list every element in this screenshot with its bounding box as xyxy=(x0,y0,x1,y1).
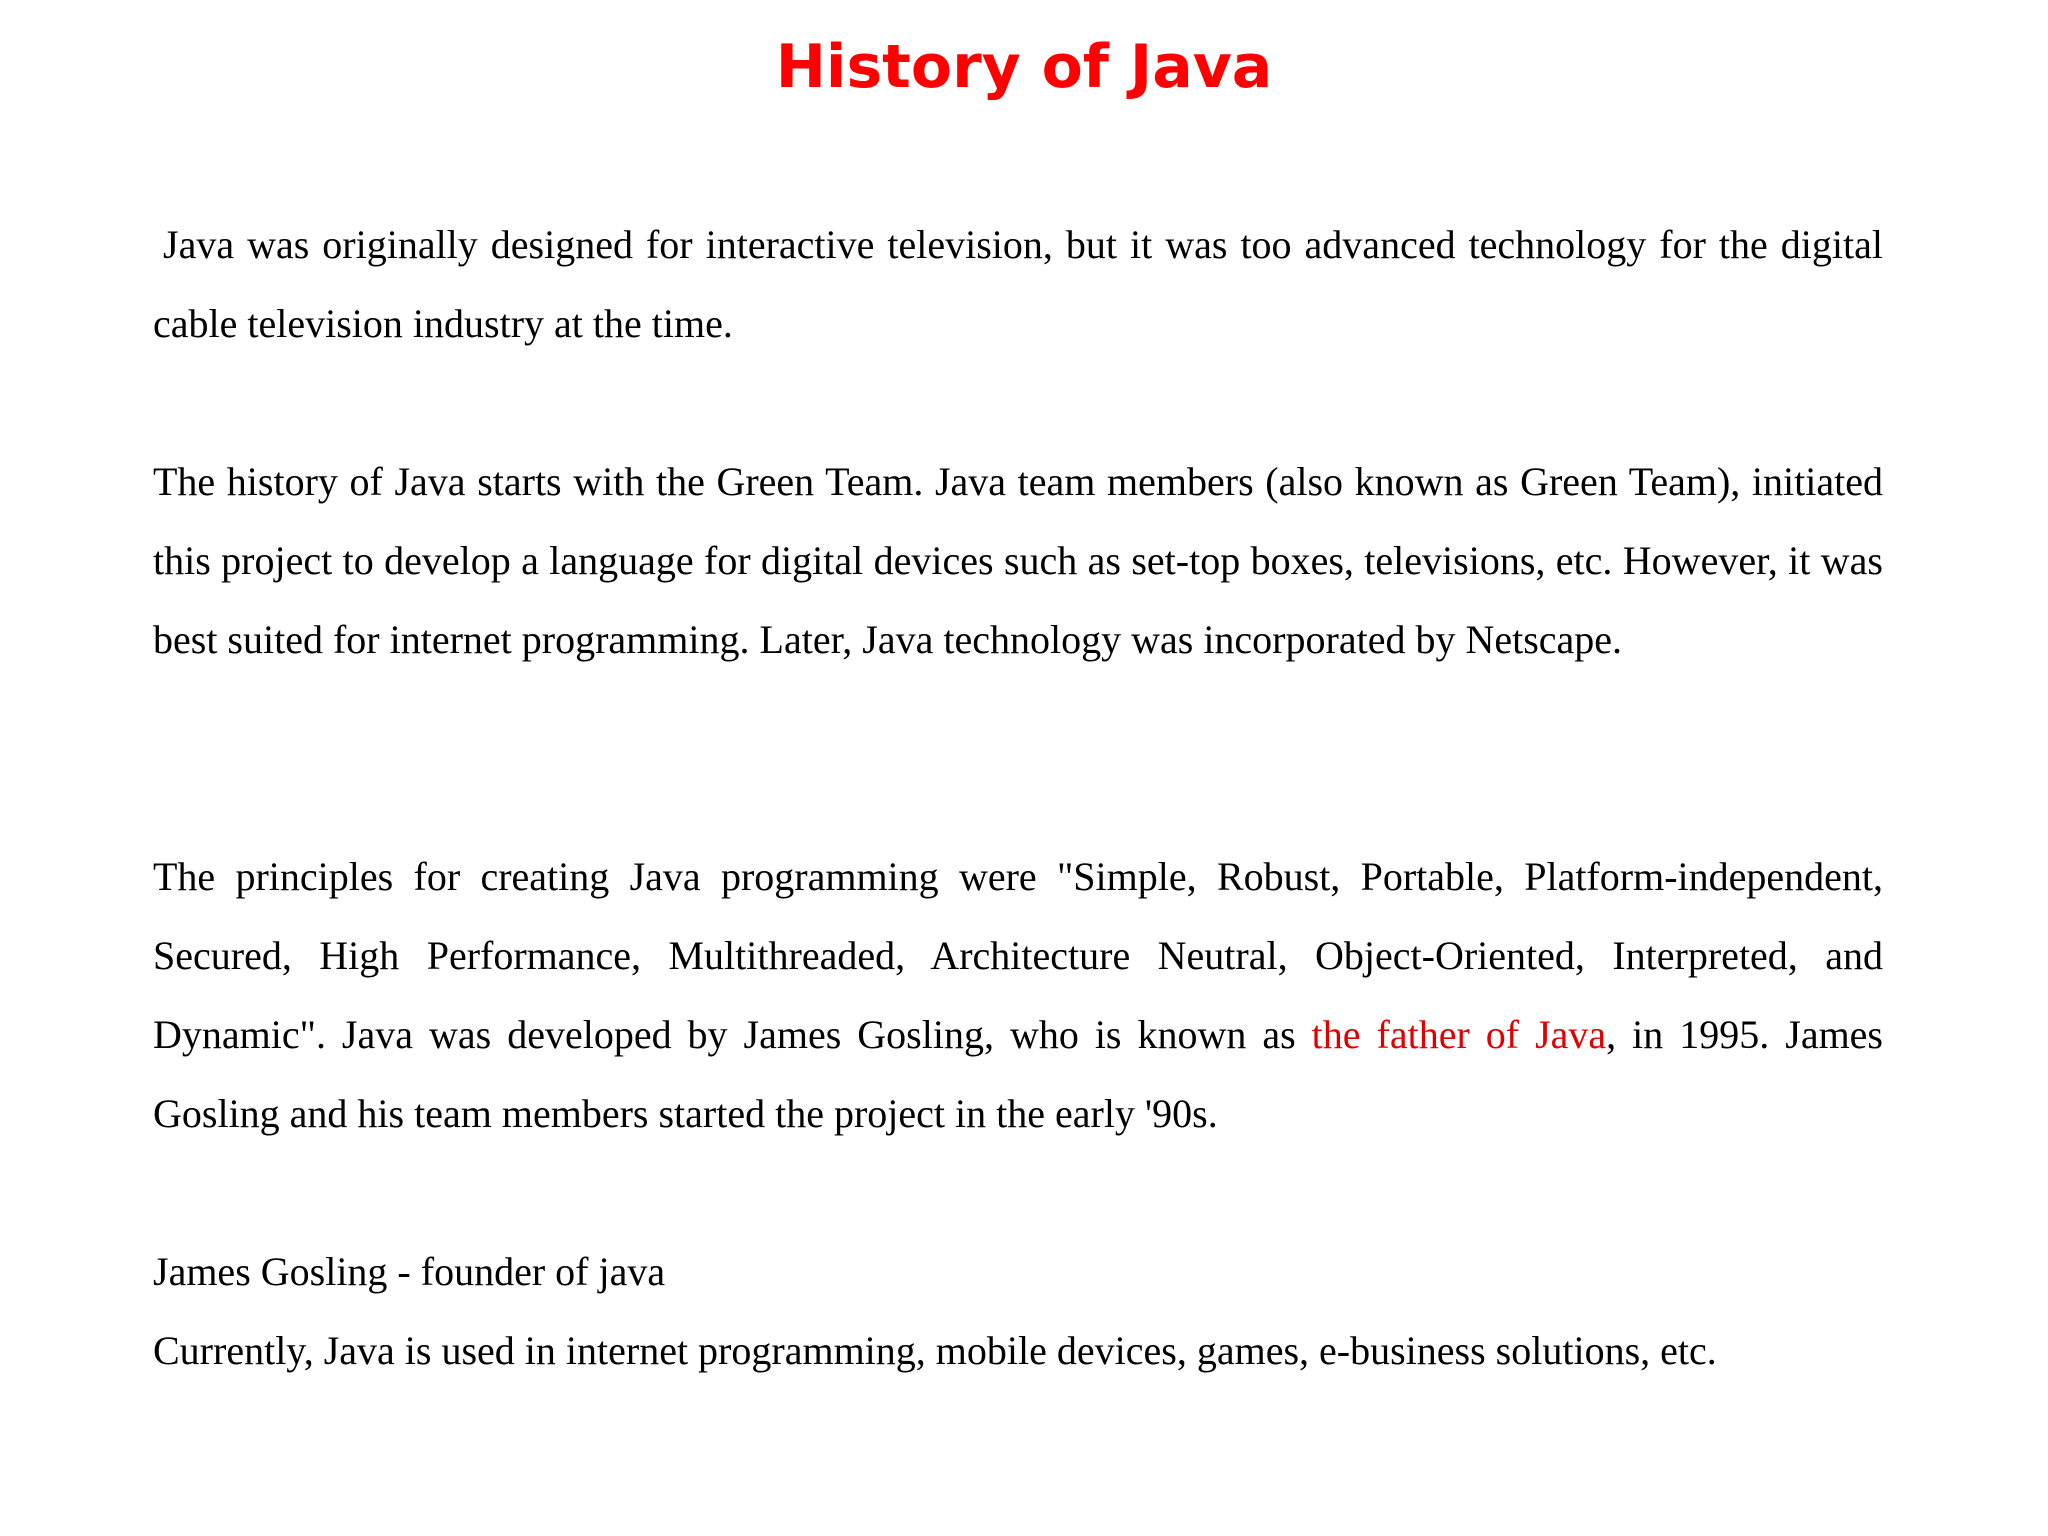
founder-caption: James Gosling - founder of java xyxy=(153,1249,666,1294)
paragraph-principles xyxy=(153,837,1883,1153)
paragraph-principles-text: The principles for creating Java programming were "Simple, Robust, Portable, Platform-independent, Secured, High Performance, Multithreaded, Architecture Neutral, Object-Oriented, Interpreted, and Dynamic". Java was developed by James Gosling, who is known as xyxy=(153,854,1883,1057)
paragraph-current-use: Currently, Java is used in internet programming, mobile devices, games, e-business solutions, etc. xyxy=(153,1328,1717,1373)
father-of-java-highlight: the father of Java xyxy=(1311,1012,1607,1057)
paragraph-green-team: The history of Java starts with the Green Team. Java team members (also known as Green Team), initiated this project to develop a language for digital devices such as set-top boxes, televisions, etc. However, it was best suited for internet programming. Later, Java technology was incorporated by Netscape. xyxy=(153,459,1883,662)
paragraph-tv-origin-text: Java was originally designed for interactive television, but it was too advanced technology for the digital cable television industry at the time. xyxy=(153,222,1883,346)
paragraph-principles-end: , in 1995. James Gosling and his team members started the project in the early '90s. xyxy=(153,1012,1884,1136)
page-title: History of Java xyxy=(775,32,1273,102)
paragraph-tv-origin xyxy=(153,205,1883,363)
